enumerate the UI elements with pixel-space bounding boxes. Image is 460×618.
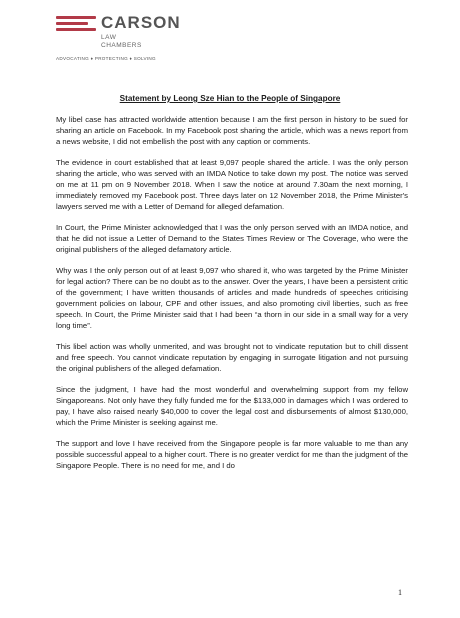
paragraph: My libel case has attracted worldwide attention because I am the first person in history to be sued for sharing an article on Facebook. In my Facebook post sharing the article, which was a news report from a news website, I did not embellish the post with any caption or comments. xyxy=(56,115,408,146)
page-number: 1 xyxy=(398,588,402,597)
document-body xyxy=(56,114,408,481)
brand-line-1: LAW xyxy=(101,34,117,41)
paragraph: The support and love I have received from the Singapore people is far more valuable to me than any possible successful appeal to a higher court. There is no greater verdict for me than the judgment of the Singapore People. There is no need for me, and I do xyxy=(56,439,408,470)
letterhead-logo xyxy=(56,14,236,66)
brand-tagline: ADVOCATING ♦ PROTECTING ♦ SOLVING xyxy=(56,56,156,61)
document-title: Statement by Leong Sze Hian to the People of Singapore xyxy=(119,94,341,103)
paragraph: In Court, the Prime Minister acknowledged that I was the only person served with an IMDA notice, and that he did not issue a Letter of Demand to the States Times Review or The Coverage, who were the original publishers of the alleged defamatory article. xyxy=(56,223,408,254)
brand-line-2: CHAMBERS xyxy=(101,42,142,49)
paragraph: The evidence in court established that at least 9,097 people shared the article. I was the only person sharing the article, who was served with an IMDA Notice to take down my post. The notice was served on me at 11 pm on 9 November 2018. When I saw the notice at around 7.30am the next morning, I immediately removed my Facebook post. Three days later on 12 November 2018, the Prime Minister's lawyers served me with a Letter of Demand for alleged defamation. xyxy=(56,158,408,211)
paragraph: This libel action was wholly unmerited, and was brought not to vindicate reputation but to chill dissent and free speech. You cannot vindicate reputation by engaging in surrogate litigation and not pursuing the original publishers of the alleged defamation. xyxy=(56,342,408,373)
brand-name: CARSON xyxy=(101,13,181,32)
paragraph: Since the judgment, I have had the most wonderful and overwhelming support from my fellow Singaporeans. Not only have they fully funded me for the $133,000 in damages which I was ordered to pay, I have also raised nearly $40,000 to cover the legal cost and disbursements of almost $130,000, which the Prime Minister is seeking against me. xyxy=(56,385,408,427)
paragraph: Why was I the only person out of at least 9,097 who shared it, who was targeted by the Prime Minister for legal action? There can be no doubt as to the answer. Over the years, I have been a persistent critic of the government; I have written thousands of articles and made hundreds of speeches criticising government policies on labour, CPF and other issues, and also promoting civil liberties, such as free speech. In Court, the Prime Minister said that I had been “a thorn in our side in a small way for a very long time”. xyxy=(56,266,408,330)
logo-mark-icon xyxy=(56,16,96,34)
